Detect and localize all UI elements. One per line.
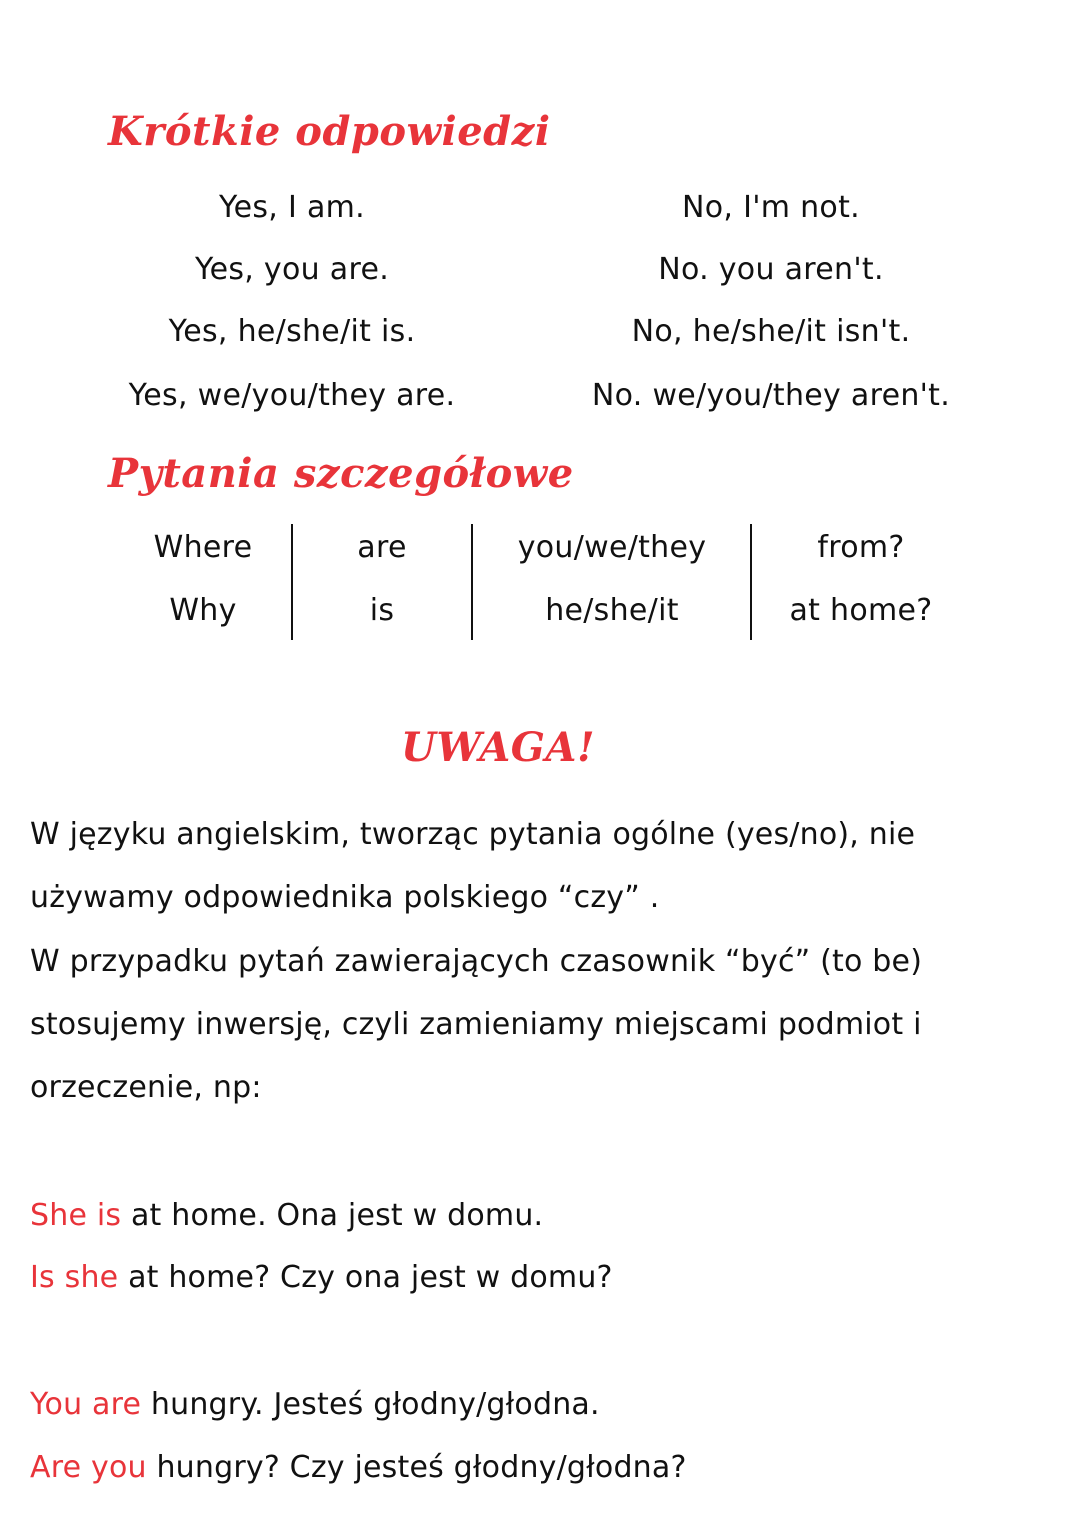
example-4 (30, 1450, 687, 1485)
example-3-rest: hungry. Jesteś głodny/głodna. (141, 1387, 600, 1422)
note-line-1: W języku angielskim, tworząc pytania ogólne (yes/no), nie (30, 817, 916, 852)
example-2-rest: at home? Czy ona jest w domu? (118, 1260, 613, 1295)
verb-2: is (369, 593, 395, 628)
note-line-4: stosujemy inwersję, czyli zamieniamy miejscami podmiot i (30, 1007, 922, 1042)
subject-2: he/she/it (545, 593, 679, 628)
example-4-rest: hungry? Czy jesteś głodny/głodna? (146, 1450, 687, 1485)
no-answer-1: No, I'm not. (682, 190, 860, 225)
verb-1: are (357, 530, 407, 565)
example-1-highlight: She is (30, 1198, 122, 1233)
example-2 (30, 1260, 613, 1295)
note-heading: UWAGA! (400, 724, 596, 771)
column-divider-3 (750, 524, 752, 640)
example-3 (30, 1387, 600, 1422)
column-divider-1 (291, 524, 293, 640)
yes-answer-3: Yes, he/she/it is. (168, 314, 416, 349)
example-3-highlight: You are (30, 1387, 142, 1422)
rest-2: at home? (789, 593, 933, 628)
example-1-rest: at home. Ona jest w domu. (121, 1198, 544, 1233)
yes-answer-4: Yes, we/you/they are. (128, 378, 456, 413)
question-word-2: Why (169, 593, 237, 628)
note-line-5: orzeczenie, np: (30, 1070, 262, 1105)
no-answer-4: No. we/you/they aren't. (591, 378, 951, 413)
short-answers-heading: Krótkie odpowiedzi (108, 108, 551, 155)
no-answer-2: No. you aren't. (658, 252, 884, 287)
example-4-highlight: Are you (30, 1450, 147, 1485)
example-2-highlight: Is she (30, 1260, 119, 1295)
yes-answer-2: Yes, you are. (194, 252, 390, 287)
rest-1: from? (817, 530, 905, 565)
no-answer-3: No, he/she/it isn't. (631, 314, 911, 349)
subject-1: you/we/they (517, 530, 707, 565)
column-divider-2 (471, 524, 473, 640)
yes-answer-1: Yes, I am. (218, 190, 366, 225)
note-line-3: W przypadku pytań zawierających czasownik “być” (to be) (30, 944, 923, 979)
example-1 (30, 1198, 543, 1233)
wh-questions-heading: Pytania szczegółowe (108, 450, 574, 497)
question-word-1: Where (153, 530, 253, 565)
note-line-2: używamy odpowiednika polskiego “czy” . (30, 880, 660, 915)
